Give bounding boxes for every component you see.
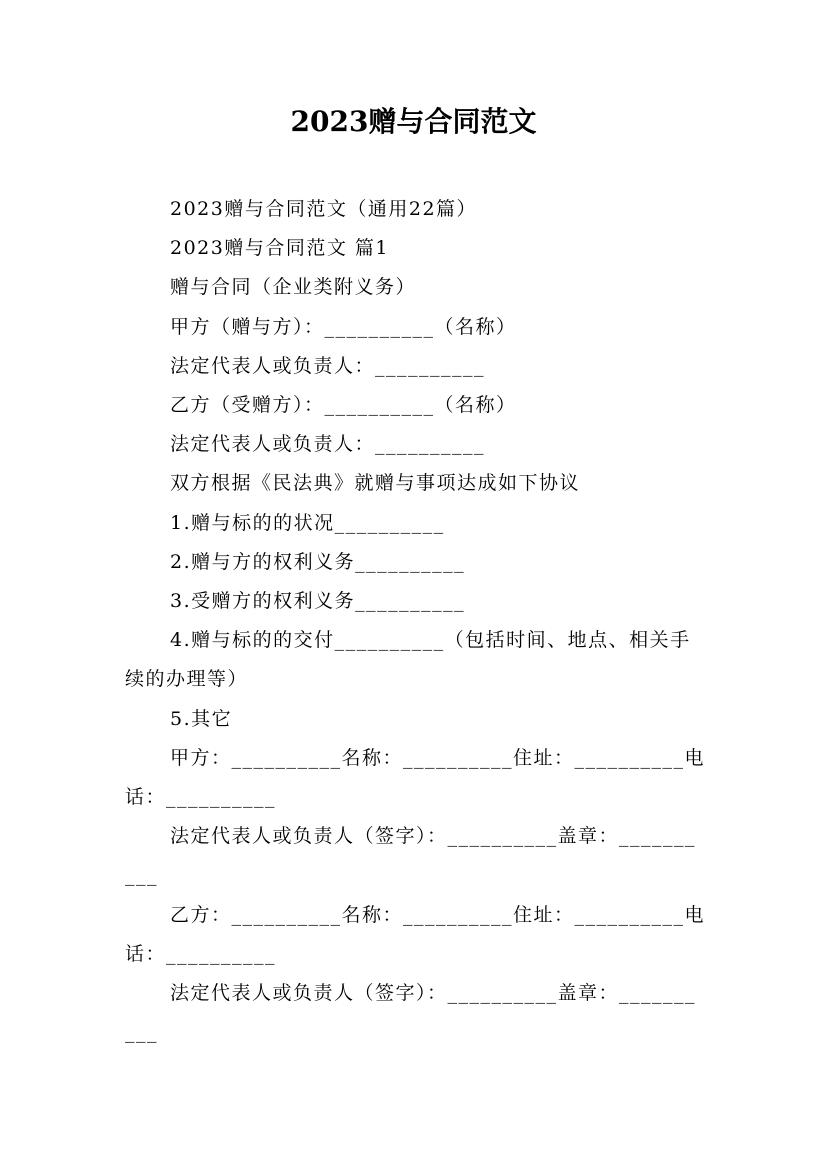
paragraph-agreement-intro: 双方根据《民法典》就赠与事项达成如下协议 [170,472,581,495]
paragraph-party-b-details: 乙方：__________名称：__________住址：__________电话：__________ [125,903,706,965]
paragraph-party-a-details: 甲方：__________名称：__________住址：__________电话：__________ [125,746,706,809]
paragraph-clause-5: 5.其它 [170,707,233,730]
paragraph-subtitle: 2023赠与合同范文（通用22篇） [170,198,478,220]
paragraph-section-heading: 2023赠与合同范文 篇1 [170,237,389,260]
paragraph-contract-type: 赠与合同（企业类附义务） [170,276,417,299]
paragraph-party-a: 甲方（赠与方）：__________（名称） [170,315,517,338]
paragraph-party-a-signature: 法定代表人或负责人（签字）：__________盖章：__________ [125,825,697,887]
page-title: 2023赠与合同范文 [290,105,537,138]
paragraph-party-b-signature: 法定代表人或负责人（签字）：__________盖章：__________ [125,982,697,1044]
document-body [125,190,705,1052]
paragraph-clause-2: 2.赠与方的权利义务__________ [170,550,466,573]
paragraph-clause-3: 3.受赠方的权利义务__________ [170,590,466,613]
paragraph-party-a-representative: 法定代表人或负责人：__________ [170,354,486,377]
paragraph-clause-4: 4.赠与标的的交付__________（包括时间、地点、相关手续的办理等） [125,629,691,691]
paragraph-party-b-representative: 法定代表人或负责人：__________ [170,433,486,456]
paragraph-party-b: 乙方（受赠方）：__________（名称） [170,394,517,417]
paragraph-clause-1: 1.赠与标的的状况__________ [170,511,445,534]
